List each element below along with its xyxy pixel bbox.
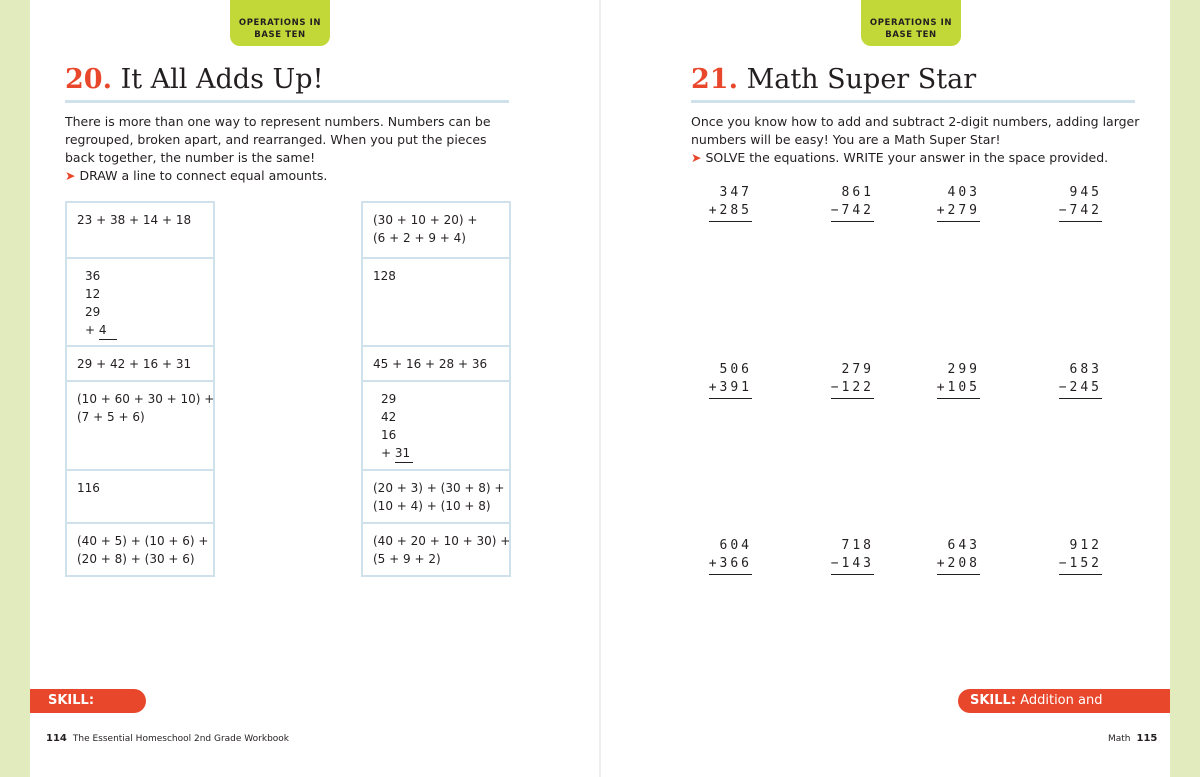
section-tab-line1: OPERATIONS IN — [238, 18, 322, 28]
section-tab-line2: BASE TEN — [254, 30, 306, 40]
instruction-text: SOLVE the equations. WRITE your answer in the space provided. — [705, 150, 1109, 165]
operator-sign: − — [1058, 556, 1070, 571]
equation-problem[interactable] — [910, 537, 980, 575]
equation-bottom-number — [831, 555, 874, 575]
intro-right — [691, 113, 1141, 167]
equation-bottom-line — [804, 379, 874, 399]
addend-number: 279 — [947, 203, 980, 218]
match-cell[interactable] — [67, 469, 213, 522]
equation-bottom-line — [682, 202, 752, 222]
equation-problem[interactable] — [804, 184, 874, 222]
equation-top-number: 299 — [947, 362, 980, 377]
equation-bottom-number — [1059, 379, 1102, 399]
page-number: 115 — [1136, 733, 1158, 744]
equation-bottom-line — [1032, 379, 1102, 399]
equation-top-number: 683 — [1069, 362, 1102, 377]
cell-line: (20 + 3) + (30 + 8) + — [373, 481, 505, 495]
equation-bottom-line — [910, 202, 980, 222]
equation-bottom-line — [682, 555, 752, 575]
equation-bottom-line — [682, 379, 752, 399]
equation-bottom-line — [910, 555, 980, 575]
intro-left — [65, 113, 510, 185]
equation-bottom-line — [804, 555, 874, 575]
section-tab-line1: OPERATIONS IN — [869, 18, 953, 28]
cell-line: 45 + 16 + 28 + 36 — [373, 357, 488, 371]
equation-problem[interactable] — [1032, 537, 1102, 575]
equation-bottom-number — [709, 202, 752, 222]
equation-problem[interactable] — [804, 361, 874, 399]
cell-line: (7 + 5 + 6) — [77, 410, 145, 424]
cell-line: 29 — [85, 305, 101, 319]
equation-top-number: 347 — [719, 185, 752, 200]
equation-problem[interactable] — [1032, 361, 1102, 399]
operator-sign: + — [936, 203, 948, 218]
equation-top-number: 643 — [947, 538, 980, 553]
instruction-line — [691, 149, 1141, 167]
match-cell[interactable] — [67, 380, 213, 469]
activity-title-right — [691, 64, 976, 95]
cell-line: (20 + 8) + (30 + 6) — [77, 552, 195, 566]
addend-number: 742 — [841, 203, 874, 218]
intro-text: There is more than one way to represent numbers. Numbers can be regrouped, broken apart, and rearranged. When you put the pieces back together, the number is the same! — [65, 114, 491, 165]
cell-line: 42 — [381, 410, 397, 424]
match-cell[interactable] — [363, 257, 509, 345]
operator-sign: − — [830, 380, 842, 395]
match-column-right — [361, 201, 511, 577]
intro-text: Once you know how to add and subtract 2-digit numbers, adding larger numbers will be easy! You are a Math Super Star! — [691, 114, 1140, 147]
equation-problem[interactable] — [1032, 184, 1102, 222]
cell-line: (5 + 9 + 2) — [373, 552, 441, 566]
cell-line: (6 + 2 + 9 + 4) — [373, 231, 466, 245]
cell-line: 23 + 38 + 14 + 18 — [77, 213, 192, 227]
match-cell[interactable] — [363, 469, 509, 522]
cell-line-last: + 31 — [381, 444, 499, 463]
page-number: 114 — [46, 733, 67, 744]
operator-sign: − — [830, 556, 842, 571]
match-cell[interactable] — [67, 345, 213, 380]
cell-line: (40 + 20 + 10 + 30) + — [373, 534, 511, 548]
footer-right — [1108, 733, 1163, 744]
equation-problem[interactable] — [682, 184, 752, 222]
equation-bottom-number — [937, 379, 980, 399]
equation-top-number: 604 — [719, 538, 752, 553]
activity-title-left — [65, 64, 323, 95]
operator-sign: + — [936, 556, 948, 571]
book-title: The Essential Homeschool 2nd Grade Workbook — [72, 734, 290, 744]
equation-problem[interactable] — [910, 184, 980, 222]
operator-sign: + — [708, 380, 720, 395]
cell-line: 29 + 42 + 16 + 31 — [77, 357, 192, 371]
title-rule-left — [65, 100, 509, 103]
addend-number: 742 — [1069, 203, 1102, 218]
match-cell[interactable] — [67, 257, 213, 345]
section-tab-line2: BASE TEN — [885, 30, 937, 40]
cell-line: (10 + 60 + 30 + 10) + — [77, 392, 215, 406]
activity-title-text: Math Super Star — [746, 64, 977, 95]
equation-bottom-number — [709, 555, 752, 575]
skill-label: SKILL: — [970, 693, 1017, 708]
equation-top-number: 945 — [1069, 185, 1102, 200]
equation-problem[interactable] — [682, 537, 752, 575]
equation-top-number: 279 — [841, 362, 874, 377]
operator-sign: + — [708, 203, 720, 218]
addend-number: 285 — [719, 203, 752, 218]
equation-top-number: 403 — [947, 185, 980, 200]
subject-name: Math — [1108, 734, 1131, 744]
addend-number: 105 — [947, 380, 980, 395]
page-spine — [599, 0, 601, 777]
double-arrow-icon: ➤ — [65, 168, 76, 183]
instruction-text: DRAW a line to connect equal amounts. — [79, 168, 328, 183]
equation-bottom-number — [937, 555, 980, 575]
operator-sign: − — [1058, 203, 1070, 218]
equation-bottom-line — [1032, 202, 1102, 222]
equation-problem[interactable] — [682, 361, 752, 399]
equation-problem[interactable] — [910, 361, 980, 399]
addend-last: 31 — [395, 444, 413, 463]
equation-bottom-number — [1059, 555, 1102, 575]
equation-bottom-number — [831, 379, 874, 399]
match-cell[interactable] — [363, 203, 509, 257]
equation-bottom-number — [1059, 202, 1102, 222]
skill-label: SKILL: — [48, 693, 95, 708]
equation-top-number: 912 — [1069, 538, 1102, 553]
cell-line: 29 — [381, 392, 397, 406]
equation-bottom-number — [831, 202, 874, 222]
activity-title-text: It All Adds Up! — [120, 64, 324, 95]
match-cell[interactable] — [363, 345, 509, 380]
equation-top-number: 718 — [841, 538, 874, 553]
cell-line: (10 + 4) + (10 + 8) — [373, 499, 491, 513]
equation-bottom-line — [1032, 555, 1102, 575]
activity-number: 20. — [65, 64, 112, 95]
equation-bottom-line — [910, 379, 980, 399]
activity-number: 21. — [691, 64, 738, 95]
addend-number: 143 — [841, 556, 874, 571]
skill-value: Addition — [48, 717, 102, 732]
left-side-band — [0, 0, 30, 777]
addend-number: 245 — [1069, 380, 1102, 395]
equation-bottom-number — [709, 379, 752, 399]
match-column-left — [65, 201, 215, 577]
footer-left — [46, 733, 289, 744]
equation-bottom-line — [804, 202, 874, 222]
cell-line: 16 — [381, 428, 397, 442]
skill-value: Addition and Subtraction — [970, 693, 1103, 732]
right-side-band — [1170, 0, 1200, 777]
operator-sign: − — [830, 203, 842, 218]
addend-number: 122 — [841, 380, 874, 395]
cell-line: (40 + 5) + (10 + 6) + — [77, 534, 209, 548]
skill-banner-right — [958, 689, 1170, 732]
match-cell[interactable] — [67, 203, 213, 257]
equation-top-number: 861 — [841, 185, 874, 200]
cell-line: 128 — [373, 269, 396, 283]
operator-sign: + — [708, 556, 720, 571]
skill-banner-left — [30, 689, 146, 732]
equation-bottom-number — [937, 202, 980, 222]
addend-number: 366 — [719, 556, 752, 571]
cell-line-last: + 4 — [85, 321, 203, 340]
section-tab-left — [230, 0, 330, 46]
section-tab-right — [861, 0, 961, 46]
addend-number: 391 — [719, 380, 752, 395]
addend-number: 208 — [947, 556, 980, 571]
match-cell[interactable] — [67, 522, 213, 575]
equation-top-number: 506 — [719, 362, 752, 377]
cell-line: 12 — [85, 287, 101, 301]
equation-problem[interactable] — [804, 537, 874, 575]
operator-sign: − — [1058, 380, 1070, 395]
double-arrow-icon: ➤ — [691, 150, 702, 165]
addend-last: 4 — [99, 321, 117, 340]
addend-number: 152 — [1069, 556, 1102, 571]
cell-line: 116 — [77, 481, 100, 495]
match-cell[interactable] — [363, 380, 509, 469]
title-rule-right — [691, 100, 1135, 103]
cell-line: 36 — [85, 269, 101, 283]
operator-sign: + — [936, 380, 948, 395]
instruction-line — [65, 167, 510, 185]
cell-line: (30 + 10 + 20) + — [373, 213, 478, 227]
match-cell[interactable] — [363, 522, 509, 575]
